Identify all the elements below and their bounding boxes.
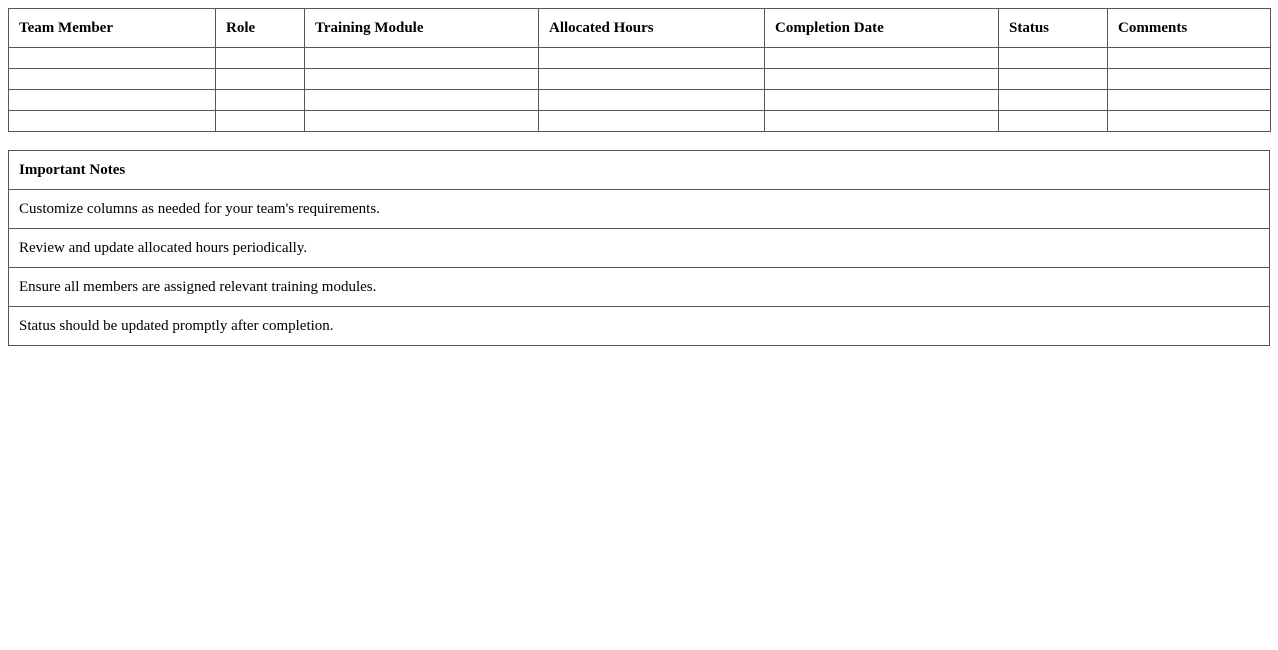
table-cell[interactable]: [305, 90, 539, 111]
note-item: Ensure all members are assigned relevant training modules.: [9, 268, 1270, 307]
note-row: [9, 190, 1270, 229]
table-cell[interactable]: [539, 111, 765, 132]
table-cell[interactable]: [216, 69, 305, 90]
table-cell[interactable]: [765, 90, 999, 111]
note-item: Customize columns as needed for your team's requirements.: [9, 190, 1270, 229]
table-cell[interactable]: [999, 48, 1108, 69]
table-cell[interactable]: [216, 48, 305, 69]
notes-title: Important Notes: [9, 151, 1270, 190]
table-cell[interactable]: [1108, 69, 1271, 90]
table-cell[interactable]: [9, 90, 216, 111]
column-header-team-member: Team Member: [9, 9, 216, 48]
table-cell[interactable]: [539, 90, 765, 111]
table-cell[interactable]: [765, 69, 999, 90]
table-cell[interactable]: [1108, 90, 1271, 111]
column-header-allocated-hours: Allocated Hours: [539, 9, 765, 48]
table-cell[interactable]: [9, 48, 216, 69]
table-cell[interactable]: [765, 48, 999, 69]
important-notes-table: [8, 150, 1270, 346]
column-header-comments: Comments: [1108, 9, 1271, 48]
table-row: [9, 90, 1271, 111]
table-cell[interactable]: [9, 111, 216, 132]
table-cell[interactable]: [216, 90, 305, 111]
column-header-role: Role: [216, 9, 305, 48]
header-row: [9, 9, 1271, 48]
training-schedule-table: [8, 8, 1271, 132]
note-row: [9, 229, 1270, 268]
note-item: Review and update allocated hours periodically.: [9, 229, 1270, 268]
table-cell[interactable]: [1108, 111, 1271, 132]
table-cell[interactable]: [9, 69, 216, 90]
note-item: Status should be updated promptly after completion.: [9, 307, 1270, 346]
column-header-completion-date: Completion Date: [765, 9, 999, 48]
table-cell[interactable]: [999, 111, 1108, 132]
note-row: [9, 307, 1270, 346]
table-row: [9, 111, 1271, 132]
table-cell[interactable]: [999, 69, 1108, 90]
column-header-training-module: Training Module: [305, 9, 539, 48]
note-row: [9, 268, 1270, 307]
table-cell[interactable]: [1108, 48, 1271, 69]
document-body: [8, 8, 1270, 346]
table-cell[interactable]: [305, 111, 539, 132]
table-cell[interactable]: [305, 48, 539, 69]
column-header-status: Status: [999, 9, 1108, 48]
table-row: [9, 48, 1271, 69]
table-cell[interactable]: [999, 90, 1108, 111]
table-cell[interactable]: [216, 111, 305, 132]
table-cell[interactable]: [765, 111, 999, 132]
notes-header-row: [9, 151, 1270, 190]
table-cell[interactable]: [305, 69, 539, 90]
table-row: [9, 69, 1271, 90]
table-cell[interactable]: [539, 69, 765, 90]
table-cell[interactable]: [539, 48, 765, 69]
